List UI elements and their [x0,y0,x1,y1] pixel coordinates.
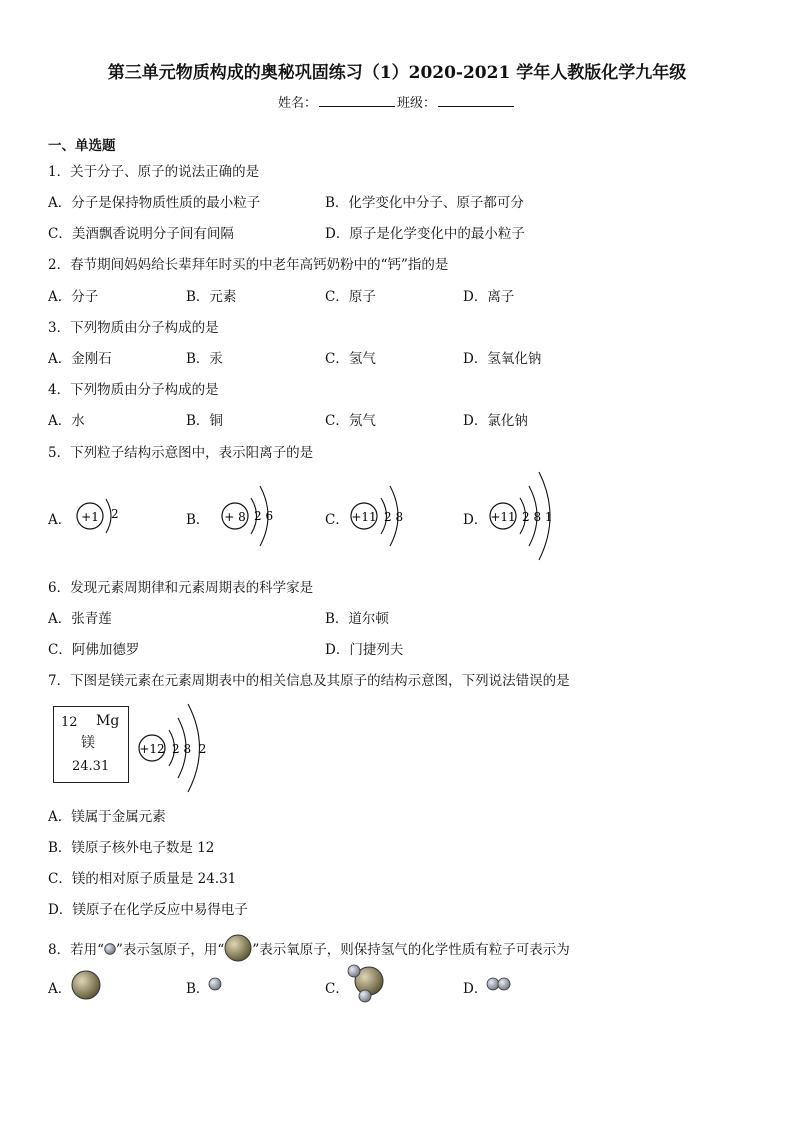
element-atomic-number: 12 [61,715,78,730]
q8-option-c[interactable]: C． [325,981,349,997]
q6-option-c[interactable]: C．阿佛加德罗 [48,642,140,658]
q5-option-b[interactable]: B． [186,512,210,528]
question-7-stem: 7．下图是镁元素在元素周期表中的相关信息及其原子的结构示意图，下列说法错误的是 [48,673,570,689]
question-8-stem [48,934,570,962]
q7-option-c[interactable]: C．镁的相对原子质量是 24.31 [48,871,237,887]
q8-option-d[interactable]: D． [463,981,488,997]
q7-magnesium-atom-diagram [135,700,225,796]
q4-option-b[interactable]: B．铜 [186,413,223,429]
q8-option-d-hydrogen-molecule-icon [485,976,515,992]
q8-option-a-oxygen-atom-icon [70,969,102,1001]
hydrogen-atom-icon [104,943,116,955]
q1-option-a[interactable]: A．分子是保持物质性质的最小粒子 [48,195,261,211]
q5-option-c[interactable]: C． [325,512,349,528]
question-4-stem: 4．下列物质由分子构成的是 [48,382,219,398]
q3-option-a[interactable]: A．金刚石 [48,351,112,367]
element-card [53,706,129,783]
q8-option-a[interactable]: A． [48,981,72,997]
question-2-stem: 2．春节期间妈妈给长辈拜年时买的中老年高钙奶粉中的“钙”指的是 [48,257,449,273]
element-symbol: Mg [96,713,120,729]
q5-diagram-c [346,476,426,556]
oxygen-atom-icon [224,934,252,962]
q4-option-a[interactable]: A．水 [48,413,85,429]
nucleus-charge: +1 [81,510,99,524]
q5-diagram-d [485,468,565,564]
name-label: 姓名： [277,96,317,111]
q8-option-b[interactable]: B． [186,981,210,997]
name-blank[interactable] [319,94,395,107]
q2-option-a[interactable]: A．分子 [48,289,99,305]
q7-option-b[interactable]: B．镁原子核外电子数是 12 [48,840,215,856]
q8-stem-part1: 8．若用“ [48,942,104,958]
q1-option-d[interactable]: D．原子是化学变化中的最小粒子 [325,226,525,242]
q3-option-b[interactable]: B．汞 [186,351,223,367]
q2-option-b[interactable]: B．元素 [186,289,237,305]
document-title: 第三单元物质构成的奥秘巩固练习（1）2020-2021 学年人教版化学九年级 [107,63,687,83]
q5-diagram-a [70,485,132,547]
element-atomic-mass: 24.31 [72,759,110,774]
element-name: 镁 [81,735,95,751]
class-label: 班级： [397,96,437,111]
q5-option-a[interactable]: A． [48,512,72,528]
nucleus-charge: +12 [139,742,165,756]
q4-option-d[interactable]: D．氯化钠 [463,413,528,429]
electron-counts: 2 8 [384,510,404,524]
q1-option-b[interactable]: B．化学变化中分子、原子都可分 [325,195,524,211]
class-blank[interactable] [438,94,514,107]
q1-option-c[interactable]: C．美酒飘香说明分子间有间隔 [48,226,234,242]
q7-option-a[interactable]: A．镁属于金属元素 [48,809,166,825]
nucleus-charge: +11 [490,510,516,524]
q7-option-d[interactable]: D．镁原子在化学反应中易得电子 [48,902,248,918]
q4-option-c[interactable]: C．氖气 [325,413,376,429]
nucleus-charge: +11 [351,510,377,524]
q2-option-d[interactable]: D．离子 [463,289,515,305]
electron-counts: 2 [111,507,119,521]
electron-counts: 2 8 1 [522,510,553,524]
q3-option-c[interactable]: C．氢气 [325,351,376,367]
q8-option-b-hydrogen-atom-icon [207,976,223,992]
q8-option-c-water-molecule-icon [344,962,388,1004]
q8-stem-part3: ”表示氧原子，则保持氢气的化学性质有粒子可表示为 [252,942,570,958]
q5-diagram-b [210,476,290,556]
student-info-line [0,92,794,111]
q5-option-d[interactable]: D． [463,512,488,528]
q2-option-c[interactable]: C．原子 [325,289,376,305]
q6-option-d[interactable]: D．门捷列夫 [325,642,404,658]
question-5-stem: 5．下列粒子结构示意图中，表示阳离子的是 [48,445,314,461]
section-title: 一、单选题 [48,138,116,154]
question-3-stem: 3．下列物质由分子构成的是 [48,320,219,336]
nucleus-charge: + 8 [224,510,246,524]
electron-counts: 2 6 [254,509,274,523]
question-6-stem: 6．发现元素周期律和元素周期表的科学家是 [48,580,314,596]
q8-stem-part2: ”表示氢原子，用“ [116,942,225,958]
q6-option-a[interactable]: A．张青莲 [48,611,112,627]
q3-option-d[interactable]: D．氢氧化钠 [463,351,542,367]
q6-option-b[interactable]: B．道尔顿 [325,611,389,627]
question-1-stem: 1．关于分子、原子的说法正确的是 [48,164,260,180]
electron-counts: 2 8 2 [172,742,207,756]
